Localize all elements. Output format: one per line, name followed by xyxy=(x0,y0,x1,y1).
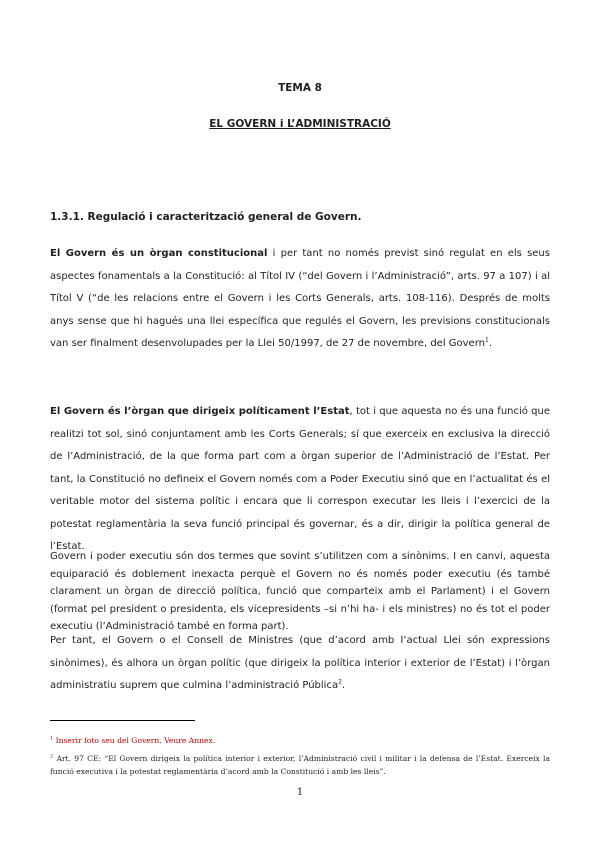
paragraph-2-text: , tot i que aquesta no és una funció que realitzi tot sol, sinó conjuntament amb les Corts Generals; sí que exerceix en exclusiva la direcció de l’Administració, de la que forma part com a òrgan superior de l’Administració de l’Estat. Per tant, la Constitució no defineix el Govern només com a Poder Executiu sinó que en l’actualitat és el veritable motor del sistema polític i encara que li correspon executar les lleis i l’exercici de la potestat reglamentària la seva funció principal és governar, és a dir, dirigir la política general de l’Estat. xyxy=(50,406,550,552)
paragraph-1: El Govern és un òrgan constitucional i per tant no només previst sinó regulat en els seus aspectes fonamentals a la Constitució: al Títol IV (“del Govern i l’Administració”, arts. 97 a 107) i al Títol V (“de les relacions entre el Govern i les Corts Generals, arts. 108-116). Després de molts anys sense que hi hagués una llei específica que regulés el Govern, les previsions constitucionals van ser finalment desenvolupades per la Llei 50/1997, de 27 de novembre, del Govern$^1$. xyxy=(50,248,550,349)
theme-label: TEMA 8 xyxy=(278,82,322,94)
footnote-2: $^2$ Art. 97 CE: “El Govern dirigeix la política interior i exterior, l’Administració civil i militar i la defensa de l’Estat. Exerceix la funció executiva i la potestat reglamentària d’acord amb la Constitució i amb les lleis”. xyxy=(50,753,550,776)
footnote-ref-2[interactable]: 2 xyxy=(338,678,342,686)
section-heading: 1.3.1. Regulació i caracterització general de Govern. xyxy=(50,211,362,223)
paragraph-2 xyxy=(50,401,550,559)
paragraph-2-bold: El Govern és l’òrgan que dirigeix políticament l’Estat xyxy=(50,406,350,417)
paragraph-1-text: i per tant no només previst sinó regulat en els seus aspectes fonamentals a la Constitució: al Títol IV (“del Govern i l’Administració”, arts. 97 a 107) i al Títol V (“de les relacions entre el Govern i les Corts Generals, arts. 108-116). Després de molts anys sense que hi hagués una llei específica que regulés el Govern, les previsions constitucionals van ser finalment desenvolupades per la Llei 50/1997, de 27 de novembre, del Govern xyxy=(50,248,550,349)
paragraph-3: Govern i poder executiu són dos termes que sovint s’utilitzen com a sinònims. I en canvi, aquesta equiparació és doblement inexacta perquè el Govern no és només poder executiu (és també clarament un òrgan de direcció política, funció que comparteix amb el Parlament) i el Govern (format pel president o presidenta, els vicepresidents –si n’hi ha- i els ministres) no és tot el poder executiu (l’Administració també en forma part). xyxy=(50,551,550,632)
footnote-ref-1[interactable]: 1 xyxy=(485,336,489,344)
page-title: EL GOVERN i L’ADMINISTRACIÓ xyxy=(209,118,391,130)
paragraph-1-bold: El Govern és un òrgan constitucional xyxy=(50,248,268,259)
footnote-divider xyxy=(50,720,195,721)
footnote-1: $^1$ Inserir foto seu del Govern. Veure Annex. xyxy=(50,735,216,745)
paragraph-4-text: Per tant, el Govern o el Consell de Ministres (que d’acord amb l’actual Llei són expressions sinònimes), és alhora un òrgan polític (que dirigeix la política interior i exterior de l’Estat) i l’òrgan administratiu suprem que culmina l’administració Pública xyxy=(50,635,550,691)
paragraph-4: Per tant, el Govern o el Consell de Ministres (que d’acord amb l’actual Llei són expressions sinònimes), és alhora un òrgan polític (que dirigeix la política interior i exterior de l’Estat) i l’òrgan administratiu suprem que culmina l’administració Pública$^2$. xyxy=(50,635,550,691)
page-number: 1 xyxy=(296,787,304,798)
